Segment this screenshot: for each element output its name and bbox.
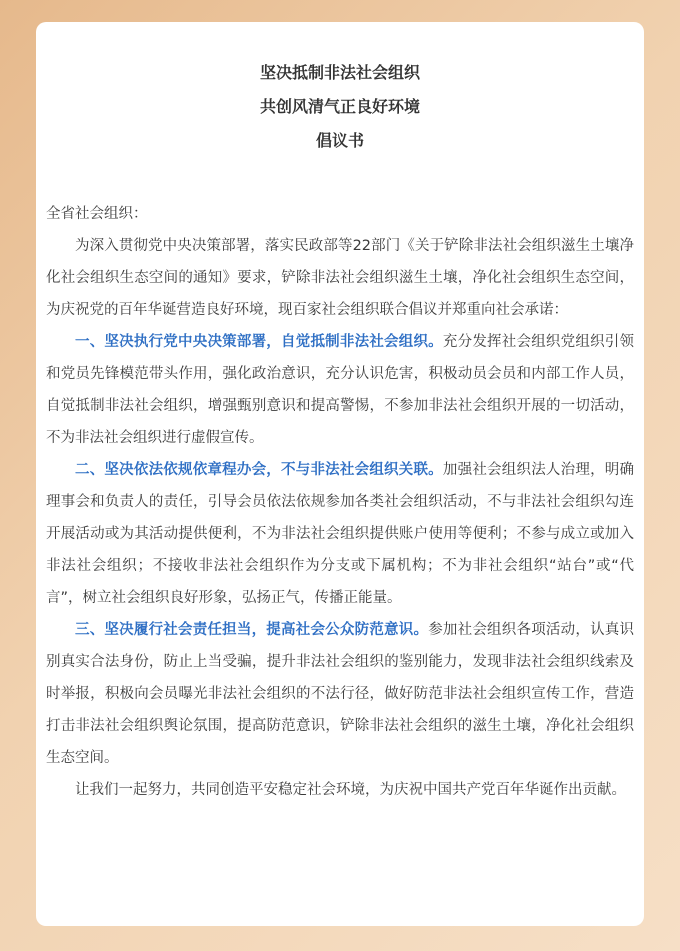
title-line-3: 倡议书 [315,131,364,150]
item-paragraph-3 [46,614,634,774]
item-heading-3: 三、坚决履行社会责任担当，提高社会公众防范意识。 [75,622,429,638]
title-line-2: 共创风清气正良好环境 [259,97,420,116]
document-card [36,22,644,926]
item-paragraph-1 [46,326,634,454]
item-heading-2: 二、坚决依法依规依章程办会，不与非法社会组织关联。 [75,462,443,478]
title-line-1: 坚决抵制非法社会组织 [259,63,420,82]
item-heading-1: 一、坚决执行党中央决策部署，自觉抵制非法社会组织。 [75,334,443,350]
document-body [46,198,634,806]
salutation: 全省社会组织： [46,206,148,222]
item-text-3: 参加社会组织各项活动，认真识别真实合法身份，防止上当受骗，提升非法社会组织的鉴别能力，发现非法社会组织线索及时举报，积极向会员曝光非法社会组织的不法行径，做好防范非法社会组织宣传工作，营造打击非法社会组织舆论氛围，提高防范意识，铲除非法社会组织的滋生土壤，净化社会组织生态空间。 [46,622,634,766]
document-title [46,22,634,158]
item-text-1: 充分发挥社会组织党组织引领和党员先锋模范带头作用，强化政治意识，充分认识危害，积极动员会员和内部工作人员，自觉抵制非法社会组织，增强甄别意识和提高警惕，不参加非法社会组织开展的一切活动，不为非法社会组织进行虚假宣传。 [46,334,635,446]
closing-paragraph: 让我们一起努力，共同创造平安稳定社会环境，为庆祝中国共产党百年华诞作出贡献。 [75,782,626,798]
item-paragraph-2 [46,454,634,614]
item-text-2: 加强社会组织法人治理，明确理事会和负责人的责任，引导会员依法依规参加各类社会组织活动，不与非法社会组织勾连开展活动或为其活动提供便利，不为非法社会组织提供账户使用等便利；不参与成立或加入非法社会组织；不接收非法社会组织作为分支或下属机构；不为非社会组织“站台”或“代言”，树立社会组织良好形象，弘扬正气，传播正能量。 [46,462,635,606]
intro-paragraph: 为深入贯彻党中央决策部署，落实民政部等22部门《关于铲除非法社会组织滋生土壤净化社会组织生态空间的通知》要求，铲除非法社会组织滋生土壤，净化社会组织生态空间，为庆祝党的百年华诞营造良好环境，现百家社会组织联合倡议并郑重向社会承诺： [46,238,634,318]
